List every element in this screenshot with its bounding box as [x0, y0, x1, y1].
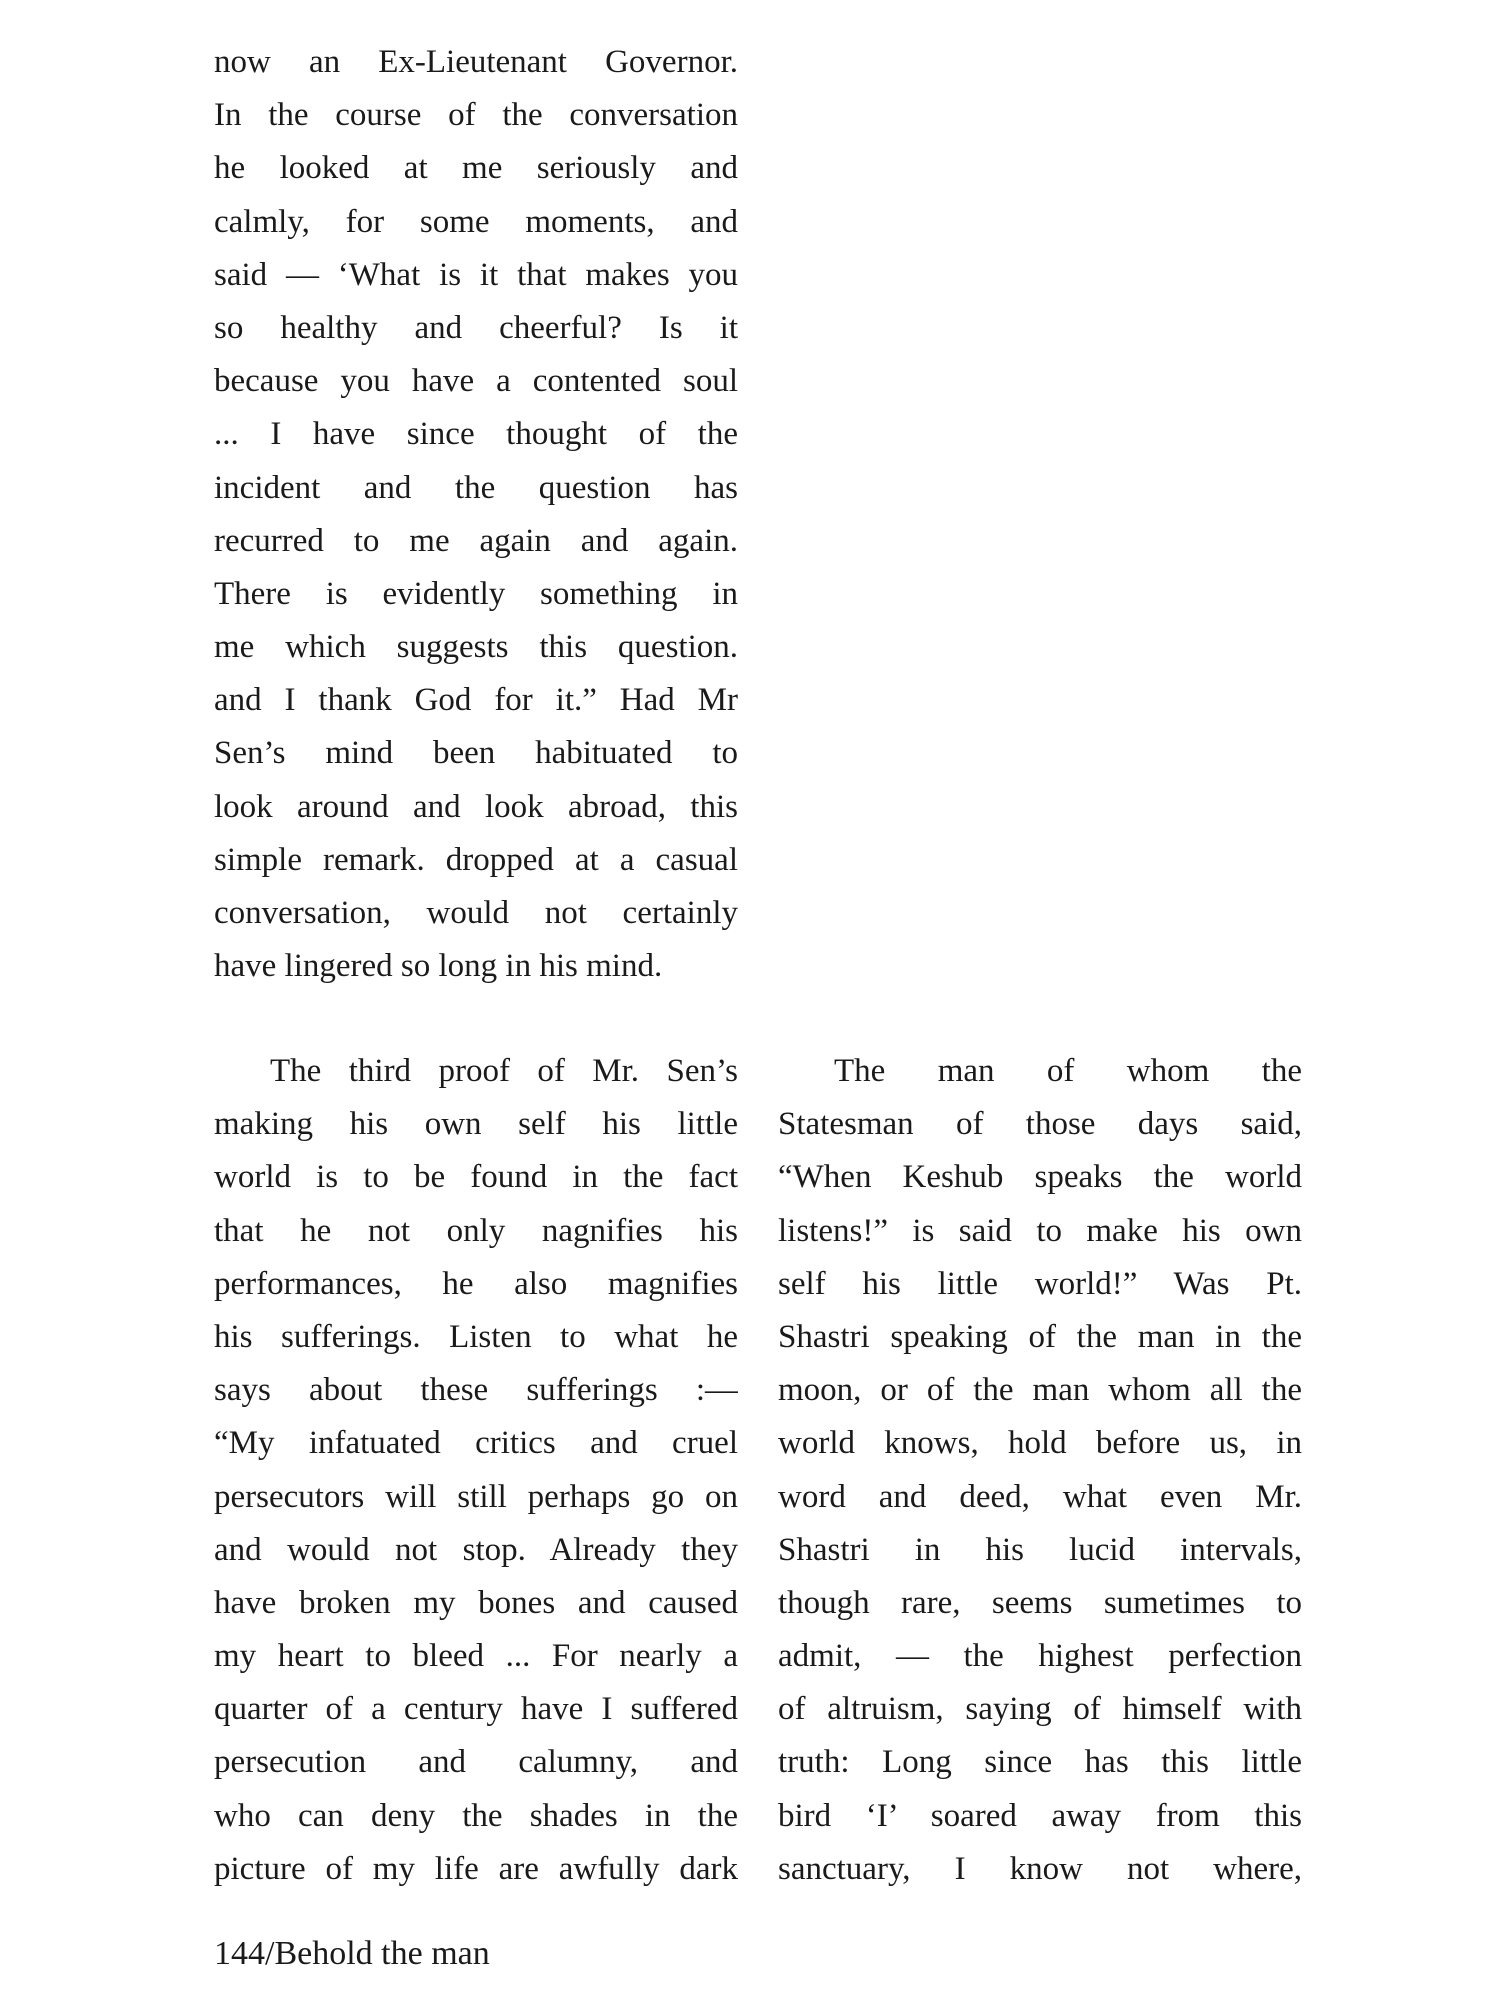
top-paragraph	[214, 36, 738, 993]
text-line: and I thank God for it.” Had Mr	[214, 682, 738, 719]
text-line: “My infatuated critics and cruel	[214, 1425, 738, 1462]
text-line: making his own self his little	[214, 1106, 738, 1143]
text-line: my heart to bleed ... For nearly a	[214, 1638, 738, 1675]
text-line: persecutors will still perhaps go on	[214, 1478, 738, 1515]
text-line: have lingered so long in his mind.	[214, 948, 663, 985]
text-line: persecution and calumny, and	[214, 1744, 738, 1781]
text-line: conversation, would not certainly	[214, 895, 738, 931]
text-line: picture of my life are awfully dark	[214, 1850, 738, 1887]
left-column	[214, 1045, 738, 1896]
text-line: his sufferings. Listen to what he	[214, 1318, 738, 1355]
text-line: ... I have since thought of the	[214, 416, 738, 453]
text-line: because you have a contented soul	[214, 363, 738, 400]
text-line: incident and the question has	[214, 469, 738, 506]
text-line: of altruism, saying of himself with	[778, 1691, 1302, 1728]
text-line: In the course of the conversation	[214, 97, 738, 134]
text-line: simple remark. dropped at a casual	[214, 841, 738, 878]
text-line: have broken my bones and caused	[214, 1584, 738, 1621]
text-line: now an Ex-Lieutenant Governor.	[214, 44, 738, 80]
text-line: says about these sufferings :—	[214, 1372, 738, 1409]
text-line: moon, or of the man whom all the	[778, 1372, 1302, 1409]
text-line: me which suggests this question.	[214, 629, 738, 666]
text-line: There is evidently something in	[214, 575, 738, 612]
text-line: that he not only nagnifies his	[214, 1212, 738, 1249]
text-line: “When Keshub speaks the world	[778, 1159, 1302, 1196]
text-line: Shastri in his lucid intervals,	[778, 1531, 1302, 1568]
text-line: word and deed, what even Mr.	[778, 1478, 1302, 1515]
text-line: world is to be found in the fact	[214, 1159, 738, 1196]
text-line: bird ‘I’ soared away from this	[778, 1797, 1302, 1834]
text-line: sanctuary, I know not where,	[778, 1850, 1302, 1887]
text-line: look around and look abroad, this	[214, 788, 738, 825]
text-line: The third proof of Mr. Sen’s	[270, 1053, 738, 1089]
text-line: truth: Long since has this little	[778, 1744, 1302, 1781]
text-line: he looked at me seriously and	[214, 150, 738, 187]
text-line: and would not stop. Already they	[214, 1531, 738, 1568]
text-line: Statesman of those days said,	[778, 1106, 1302, 1143]
text-line: Shastri speaking of the man in the	[778, 1318, 1302, 1355]
text-line: world knows, hold before us, in	[778, 1425, 1302, 1462]
text-line: admit, — the highest perfection	[778, 1638, 1302, 1675]
text-line: listens!” is said to make his own	[778, 1212, 1302, 1249]
right-column	[778, 1045, 1302, 1896]
text-line: performances, he also magnifies	[214, 1265, 738, 1302]
text-line: self his little world!” Was Pt.	[778, 1265, 1302, 1302]
text-line: Sen’s mind been habituated to	[214, 735, 738, 772]
text-line: so healthy and cheerful? Is it	[214, 309, 738, 346]
page-footer: 144/Behold the man	[214, 1935, 490, 1972]
text-line: The man of whom the	[834, 1053, 1302, 1089]
text-line: who can deny the shades in the	[214, 1797, 738, 1834]
text-line: quarter of a century have I suffered	[214, 1691, 738, 1728]
text-line: said — ‘What is it that makes you	[214, 256, 738, 293]
text-line: recurred to me again and again.	[214, 522, 738, 559]
text-line: calmly, for some moments, and	[214, 203, 738, 240]
text-line: though rare, seems sumetimes to	[778, 1584, 1302, 1621]
